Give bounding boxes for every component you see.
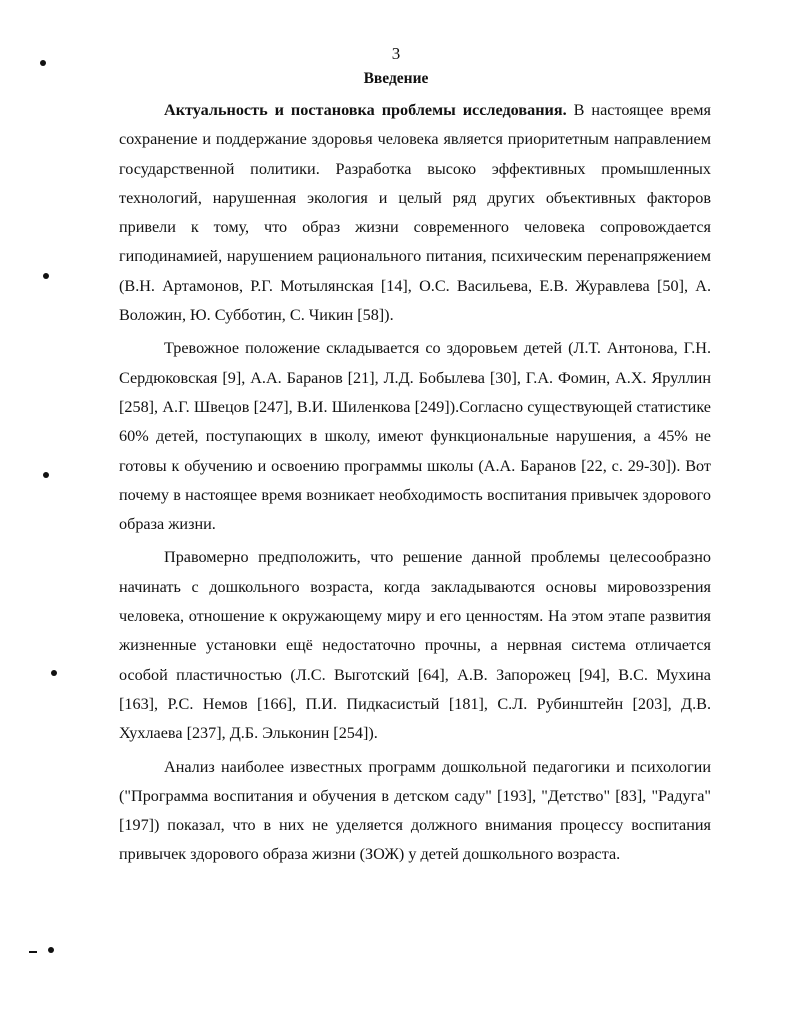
- section-title: Введение: [363, 70, 429, 87]
- margin-dot: [43, 472, 49, 478]
- paragraph-lead: Актуальность и постановка проблемы исследования.: [164, 101, 567, 119]
- paragraph: [119, 96, 711, 330]
- paragraph: [119, 543, 711, 748]
- document-body: [119, 96, 711, 870]
- paragraph-text: Тревожное положение складывается со здоровьем детей (Л.Т. Антонова, Г.Н. Сердюковская [9], А.А. Баранов [21], Л.Д. Бобылева [30], Г.А. Фомин, А.Х. Яруллин [258], А.Г. Швецов [247], В.И. Шиленкова [249]).Согласно существующей статистике 60% детей, поступающих в школу, имеют функциональные нарушения, а 45% не готовы к обучению и освоению программы школы (А.А. Баранов [22, с. 29-30]). Вот почему в настоящее время возникает необходимость воспитания привычек здорового образа жизни.: [119, 339, 711, 534]
- paragraph-text: В настоящее время сохранение и поддержание здоровья человека является приоритетным направлением государственной политики. Разработка высоко эффективных промышленных технологий, нарушенная экология и целый ряд других объективных факторов привели к тому, что образ жизни современного человека сопровождается гиподинамией, нарушением рационального питания, психическим перенапряжением (В.Н. Артамонов, Р.Г. Мотылянская [14], О.С. Васильева, Е.В. Журавлева [50], А. Воложин, Ю. Субботин, С. Чикин [58]).: [119, 101, 711, 325]
- margin-dot: [48, 947, 54, 953]
- margin-dash: [29, 951, 37, 953]
- paragraph-text: Правомерно предположить, что решение данной проблемы целесообразно начинать с дошкольного возраста, когда закладываются основы мировоззрения человека, отношение к окружающему миру и его ценностям. На этом этапе развития жизненные установки ещё недостаточно прочны, а нервная система отличается особой пластичностью (Л.С. Выготский [64], А.В. Запорожец [94], В.С. Мухина [163], Р.С. Немов [166], П.И. Пидкасистый [181], С.Л. Рубинштейн [203], Д.В. Хухлаева [237], Д.Б. Эльконин [254]).: [119, 548, 711, 743]
- paragraph: [119, 753, 711, 870]
- paragraph: [119, 334, 711, 539]
- margin-dot: [51, 670, 57, 676]
- page-number: 3: [391, 44, 401, 63]
- paragraph-text: Анализ наиболее известных программ дошкольной педагогики и психологии ("Программа воспитания и обучения в детском саду" [193], "Детство" [83], "Радуга" [197]) показал, что в них не уделяется должного внимания процессу воспитания привычек здорового образа жизни (ЗОЖ) у детей дошкольного возраста.: [119, 757, 711, 864]
- margin-dot: [43, 273, 49, 279]
